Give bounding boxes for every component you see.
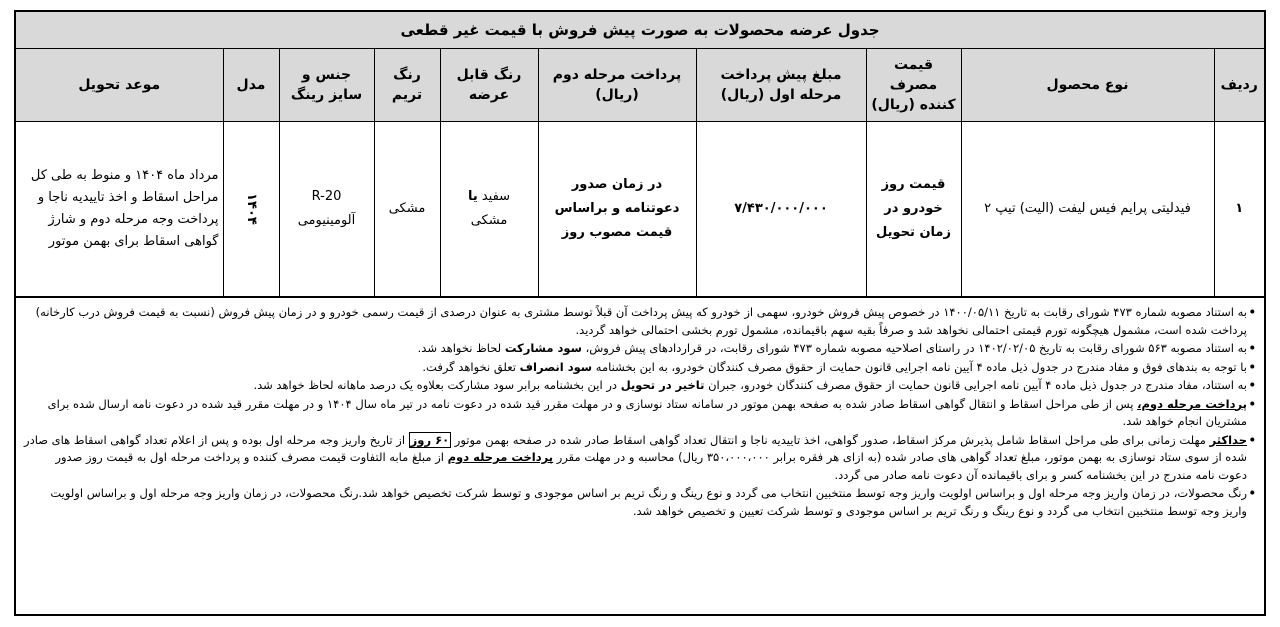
header-stage2-payment: پرداخت مرحله دوم (ریال): [538, 49, 696, 122]
cell-rim: [279, 122, 374, 297]
note-item: [24, 304, 1256, 339]
cell-available-colors: [440, 122, 538, 297]
note-text: [24, 396, 1247, 431]
color-option-black: مشکی: [470, 213, 508, 228]
cell-stage2-payment: در زمان صدور دعوتنامه و براساس قیمت مصوب روز: [538, 122, 696, 297]
presale-sheet: [14, 10, 1266, 616]
header-product: نوع محصول: [961, 49, 1214, 122]
header-consumer-price: قیمت مصرف کننده (ریال): [866, 49, 961, 122]
cell-delivery: مرداد ماه ۱۴۰۴ و منوط به طی کل مراحل اسقاط و اخذ تاییدیه ناجا و پرداخت وجه مرحله دوم و شارژ گواهی اسقاط برای بهمن موتور: [16, 122, 223, 297]
bullet-icon: •: [1248, 396, 1256, 411]
note-part: در این بخشنامه برابر سود مشارکت بعلاوه یک درصد ماهانه لحاظ خواهد شد.: [253, 378, 618, 392]
bullet-icon: •: [1248, 359, 1256, 374]
note-part: پس از طی مراحل اسقاط و انتقال گواهی اسقاط صادر شده به صفحه بهمن موتور در سامانه ستاد نوسازی و در مهلت مقرر قید شده در دعوت نامه در تیر ماه سال ۱۴۰۴ و در مهلت مقرر قید شده در دعوت نامه ارسال شده برای مشتریان انجام خواهد شد.: [47, 396, 1247, 428]
cell-stage1-payment: ۷/۴۳۰/۰۰۰/۰۰۰: [696, 122, 866, 297]
header-available-colors: رنگ قابل عرضه: [440, 49, 538, 122]
note-part: به استناد، مفاد مندرج در جدول ذیل ماده ۴ آیین نامه اجرایی قانون حمایت از حقوق مصرف کنندگان خودرو، جبران: [708, 378, 1247, 392]
rim-material: آلومینیومی: [297, 213, 356, 228]
note-emphasis: حداکثر: [1209, 432, 1247, 447]
model-year: ۱۴۰۴: [244, 193, 259, 225]
bullet-icon: •: [1248, 305, 1256, 319]
cell-product: فیدلیتی پرایم فیس لیفت (الیت) تیپ ۲: [961, 122, 1214, 297]
header-delivery: موعد تحویل: [16, 49, 223, 122]
notes-section: [16, 297, 1264, 520]
table-title: جدول عرضه محصولات به صورت پیش فروش با قیمت غیر قطعی: [16, 12, 1264, 49]
note-part: تعلق نخواهد گرفت.: [422, 359, 516, 374]
note-emphasis: تاخیر در تحویل: [620, 378, 705, 392]
note-part: از تاریخ واریز وجه مرحله اول بوده و پس از اعلام تعداد گواهی اسقاط های صادر شده از سوی ستاد نوسازی به بهمن موتور، مبلغ تعداد گواهی های صادر شده (به ازای هر فقره برابر ۳۵۰،۰۰۰،۰۰۰ ریال) محاسبه و در مهلت مقرر: [24, 432, 1247, 464]
note-text: به استناد مصوبه شماره ۴۷۳ شورای رقابت به تاریخ ۱۴۰۰/۰۵/۱۱ در خصوص پیش فروش خودرو، سهمی از خودرو که پیش پرداخت آن قبلاً توسط مشتری به عنوان درصدی از قیمت رسمی خودرو و در زمان پیش فروش (نسبت به قیمت فروش درب کارخانه) پرداخت شده است، مشمول هیچگونه تورم قیمتی احتمالی نخواهد شد و صرفاً بقیه سهم باقیمانده، مشمول تورم بخشی احتمالی خواهد گردید.: [35, 305, 1247, 337]
note-text: [24, 377, 1247, 395]
note-emphasis: ۶۰ روز: [410, 432, 450, 447]
header-model: مدل: [223, 49, 279, 122]
header-trim-color: رنگ تریم: [374, 49, 440, 122]
product-table: [16, 49, 1264, 297]
header-stage1-payment: مبلغ پیش پرداخت مرحله اول (ریال): [696, 49, 866, 122]
note-text: [24, 340, 1247, 358]
note-part: به استناد مصوبه ۵۶۳ شورای رقابت به تاریخ ۱۴۰۲/۰۲/۰۵ در راستای اصلاحیه مصوبه شماره ۴۷۳ شورای رقابت، در قراردادهای پیش فروش،: [585, 341, 1247, 355]
table-row: [16, 122, 1264, 297]
note-emphasis: پرداخت مرحله دوم،: [1137, 396, 1247, 411]
note-text: رنگ محصولات، در زمان واریز وجه مرحله اول و براساس اولویت واریز وجه توسط منتخبین انتخاب می گردد و نوع رینگ و رنگ تریم بر اساس موجودی و توسط شرکت تخصیص خواهد شد.رنگ محصولات، در زمان واریز وجه مرحله اول و براساس اولویت واریز وجه توسط منتخبین انتخاب می گردد و نوع رینگ و رنگ تریم بر اساس موجودی و توسط شرکت تعیین و تخصیص خواهد شد.: [50, 486, 1247, 518]
note-item: [24, 377, 1256, 395]
note-emphasis: سود مشارکت: [504, 341, 582, 355]
note-item: [24, 485, 1256, 520]
header-rim: جنس و سایز رینگ: [279, 49, 374, 122]
bullet-icon: •: [1248, 341, 1256, 355]
bullet-icon: •: [1248, 486, 1256, 500]
note-part: از مبلغ مابه التفاوت قیمت مصرف کننده و پرداخت مرحله اول به قیمت روز صدور دعوت نامه مندرج در این بخشنامه کسر و برای باقیمانده آن دعوت نامه صادر می گردد.: [55, 450, 1247, 482]
cell-trim-color: مشکی: [374, 122, 440, 297]
cell-consumer-price: قیمت روز خودرو در زمان تحویل: [866, 122, 961, 297]
note-item: [24, 396, 1256, 431]
cell-row-no: ۱: [1214, 122, 1264, 297]
note-item: [24, 432, 1256, 485]
cell-model: [223, 122, 279, 297]
bullet-icon: •: [1248, 378, 1256, 392]
bullet-icon: •: [1248, 432, 1256, 447]
rim-size: R-20: [311, 189, 342, 204]
note-part: مهلت زمانی برای طی مراحل اسقاط شامل پذیرش مرکز اسقاط، صدور گواهی، اخذ تاییدیه ناجا و انتقال تعداد گواهی اسقاط صادر شده در صفحه بهمن موتور: [454, 432, 1206, 447]
note-part: لحاظ نخواهد شد.: [417, 341, 502, 355]
table-header-row: [16, 49, 1264, 122]
note-emphasis: سود انصراف: [519, 359, 593, 374]
note-text: [24, 359, 1247, 377]
note-item: [24, 359, 1256, 377]
note-emphasis: پرداخت مرحله دوم: [447, 450, 554, 464]
note-part: با توجه به بندهای فوق و مفاد مندرج در جدول ذیل ماده ۴ آیین نامه اجرایی قانون حمایت از حقوق مصرف کنندگان خودرو، به این بخشنامه: [595, 359, 1247, 374]
color-or: یا: [467, 189, 478, 204]
color-option-white: سفید: [481, 189, 511, 204]
note-text: [24, 432, 1247, 485]
header-row-no: ردیف: [1214, 49, 1264, 122]
note-item: [24, 340, 1256, 358]
